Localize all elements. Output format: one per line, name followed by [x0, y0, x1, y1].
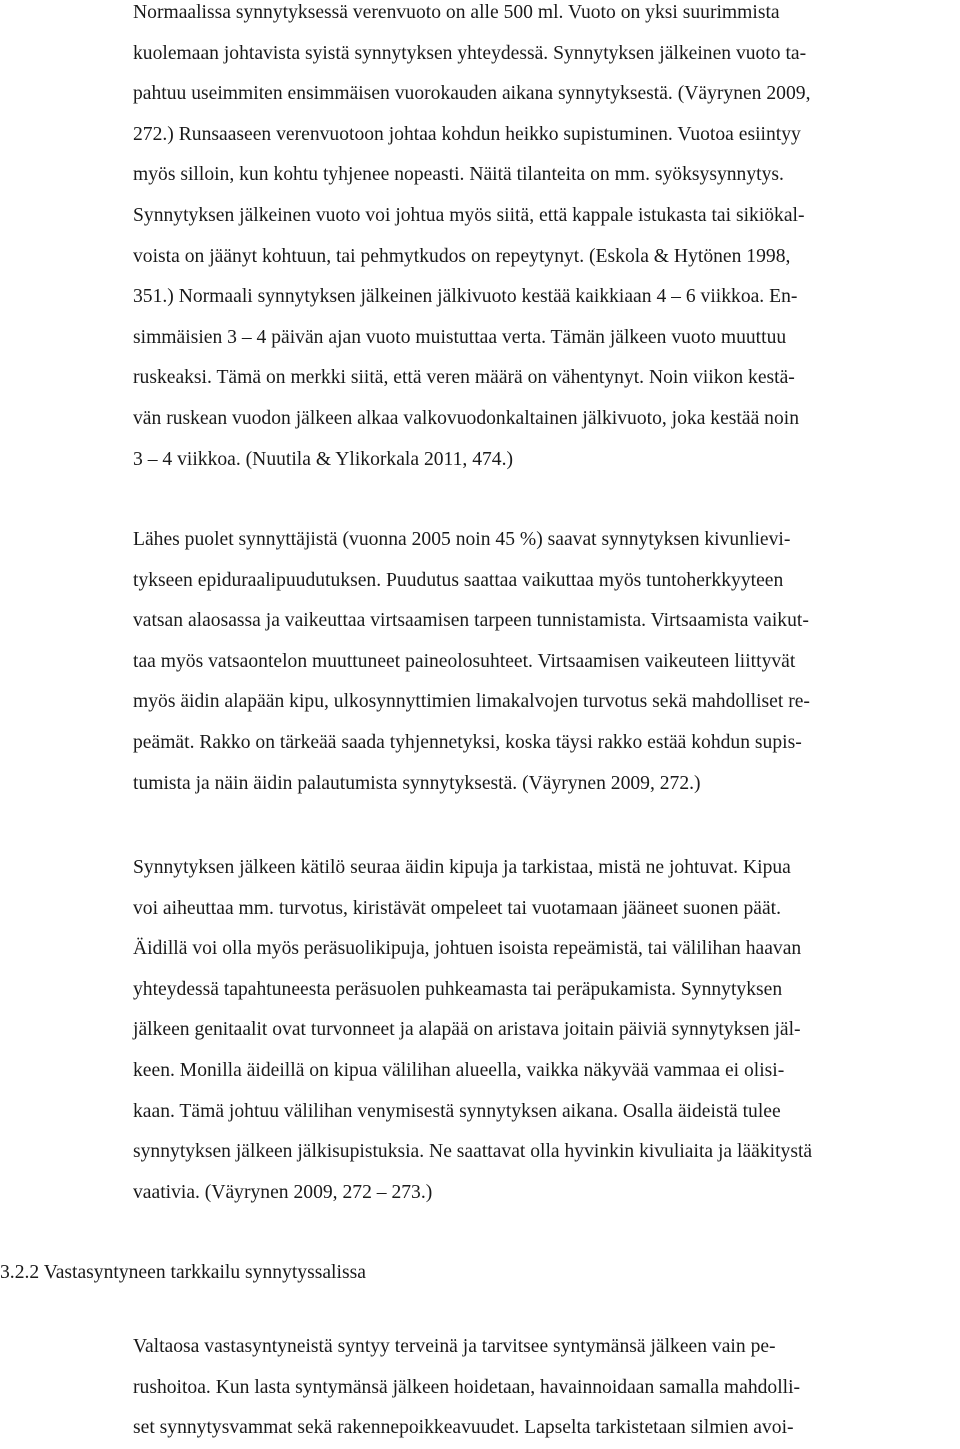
- text-line: voista on jäänyt kohtuun, tai pehmytkudos on repeytynyt. (Eskola & Hytönen 1998,: [133, 245, 791, 267]
- text-line: 272.) Runsaaseen verenvuotoon johtaa kohdun heikko supistuminen. Vuotoa esiintyy: [133, 123, 801, 145]
- text-line: keen. Monilla äideillä on kipua välilihan alueella, vaikka näkyvää vammaa ei olisi-: [133, 1059, 785, 1081]
- paragraph-epidural-bladder: [133, 520, 960, 804]
- text-line: rushoitoa. Kun lasta syntymänsä jälkeen hoidetaan, havainnoidaan samalla mahdolli-: [133, 1376, 801, 1398]
- text-line: tumista ja näin äidin palautumista synnytyksestä. (Väyrynen 2009, 272.): [133, 772, 701, 794]
- text-line: set synnytysvammat sekä rakennepoikkeavuudet. Lapselta tarkistetaan silmien avoi-: [133, 1417, 794, 1439]
- text-line: vatsan alaosassa ja vaikeuttaa virtsaamisen tarpeen tunnistamista. Virtsaamista vaikut-: [133, 610, 809, 632]
- text-line: kaan. Tämä johtuu välilihan venymisestä synnytyksen aikana. Osalla äideistä tulee: [133, 1100, 781, 1122]
- text-line: yhteydessä tapahtuneesta peräsuolen puhkeamasta tai peräpukamista. Synnytyksen: [133, 978, 783, 1000]
- paragraph-pain-monitoring: [133, 848, 960, 1213]
- paragraph-postpartum-bleeding: [133, 0, 960, 480]
- text-line: myös äidin alapään kipu, ulkosynnyttimien limakalvojen turvotus sekä mahdolliset re-: [133, 691, 810, 713]
- text-line: synnytyksen jälkeen jälkisupistuksia. Ne saattavat olla hyvinkin kivuliaita ja lääkitystä: [133, 1141, 813, 1163]
- text-line: vaativia. (Väyrynen 2009, 272 – 273.): [133, 1181, 433, 1203]
- text-line: jälkeen genitaalit ovat turvonneet ja alapää on aristava joitain päiviä synnytyksen jäl-: [133, 1019, 801, 1041]
- text-line: kuolemaan johtavista syistä synnytyksen yhteydessä. Synnytyksen jälkeinen vuoto ta-: [133, 42, 807, 64]
- text-line: 3 – 4 viikkoa. (Nuutila & Ylikorkala 2011, 474.): [133, 448, 514, 470]
- text-line: Äidillä voi olla myös peräsuolikipuja, johtuen isoista repeämistä, tai välilihan haavan: [133, 938, 802, 960]
- paragraph-newborn-observation: [133, 1327, 960, 1449]
- text-line: vän ruskean vuodon jälkeen alkaa valkovuodonkaltainen jälkivuoto, joka kestää noin: [133, 407, 799, 429]
- section-heading: 3.2.2 Vastasyntyneen tarkkailu synnytyssalissa: [0, 1262, 366, 1283]
- text-line: taa myös vatsaontelon muuttuneet paineolosuhteet. Virtsaamisen vaikeuteen liittyvät: [133, 650, 796, 672]
- text-line: Valtaosa vastasyntyneistä syntyy terveinä ja tarvitsee syntymänsä jälkeen vain pe-: [133, 1336, 776, 1357]
- text-line: Normaalissa synnytyksessä verenvuoto on alle 500 ml. Vuoto on yksi suurimmista: [133, 2, 780, 23]
- text-line: Lähes puolet synnyttäjistä (vuonna 2005 noin 45 %) saavat synnytyksen kivunlievi-: [133, 529, 791, 550]
- text-line: tykseen epiduraalipuudutuksen. Puudutus saattaa vaikuttaa myös tuntoherkkyyteen: [133, 569, 784, 591]
- text-line: peämät. Rakko on tärkeää saada tyhjennetyksi, koska täysi rakko estää kohdun supis-: [133, 731, 802, 753]
- text-line: ruskeaksi. Tämä on merkki siitä, että veren määrä on vähentynyt. Noin viikon kestä-: [133, 367, 795, 389]
- text-line: 351.) Normaali synnytyksen jälkeinen jälkivuoto kestää kaikkiaan 4 – 6 viikkoa. En-: [133, 286, 798, 308]
- text-line: simmäisien 3 – 4 päivän ajan vuoto muistuttaa verta. Tämän jälkeen vuoto muuttuu: [133, 326, 787, 348]
- text-line: voi aiheuttaa mm. turvotus, kiristävät ompeleet tai vuotamaan jääneet suonen päät.: [133, 897, 782, 919]
- text-line: Synnytyksen jälkeen kätilö seuraa äidin kipuja ja tarkistaa, mistä ne johtuvat. Kipua: [133, 857, 791, 878]
- text-line: pahtuu useimmiten ensimmäisen vuorokauden aikana synnytyksestä. (Väyrynen 2009,: [133, 83, 811, 105]
- text-line: Synnytyksen jälkeinen vuoto voi johtua myös siitä, että kappale istukasta tai sikiökal-: [133, 204, 805, 226]
- text-line: myös silloin, kun kohtu tyhjenee nopeasti. Näitä tilanteita on mm. syöksysynnytys.: [133, 164, 784, 186]
